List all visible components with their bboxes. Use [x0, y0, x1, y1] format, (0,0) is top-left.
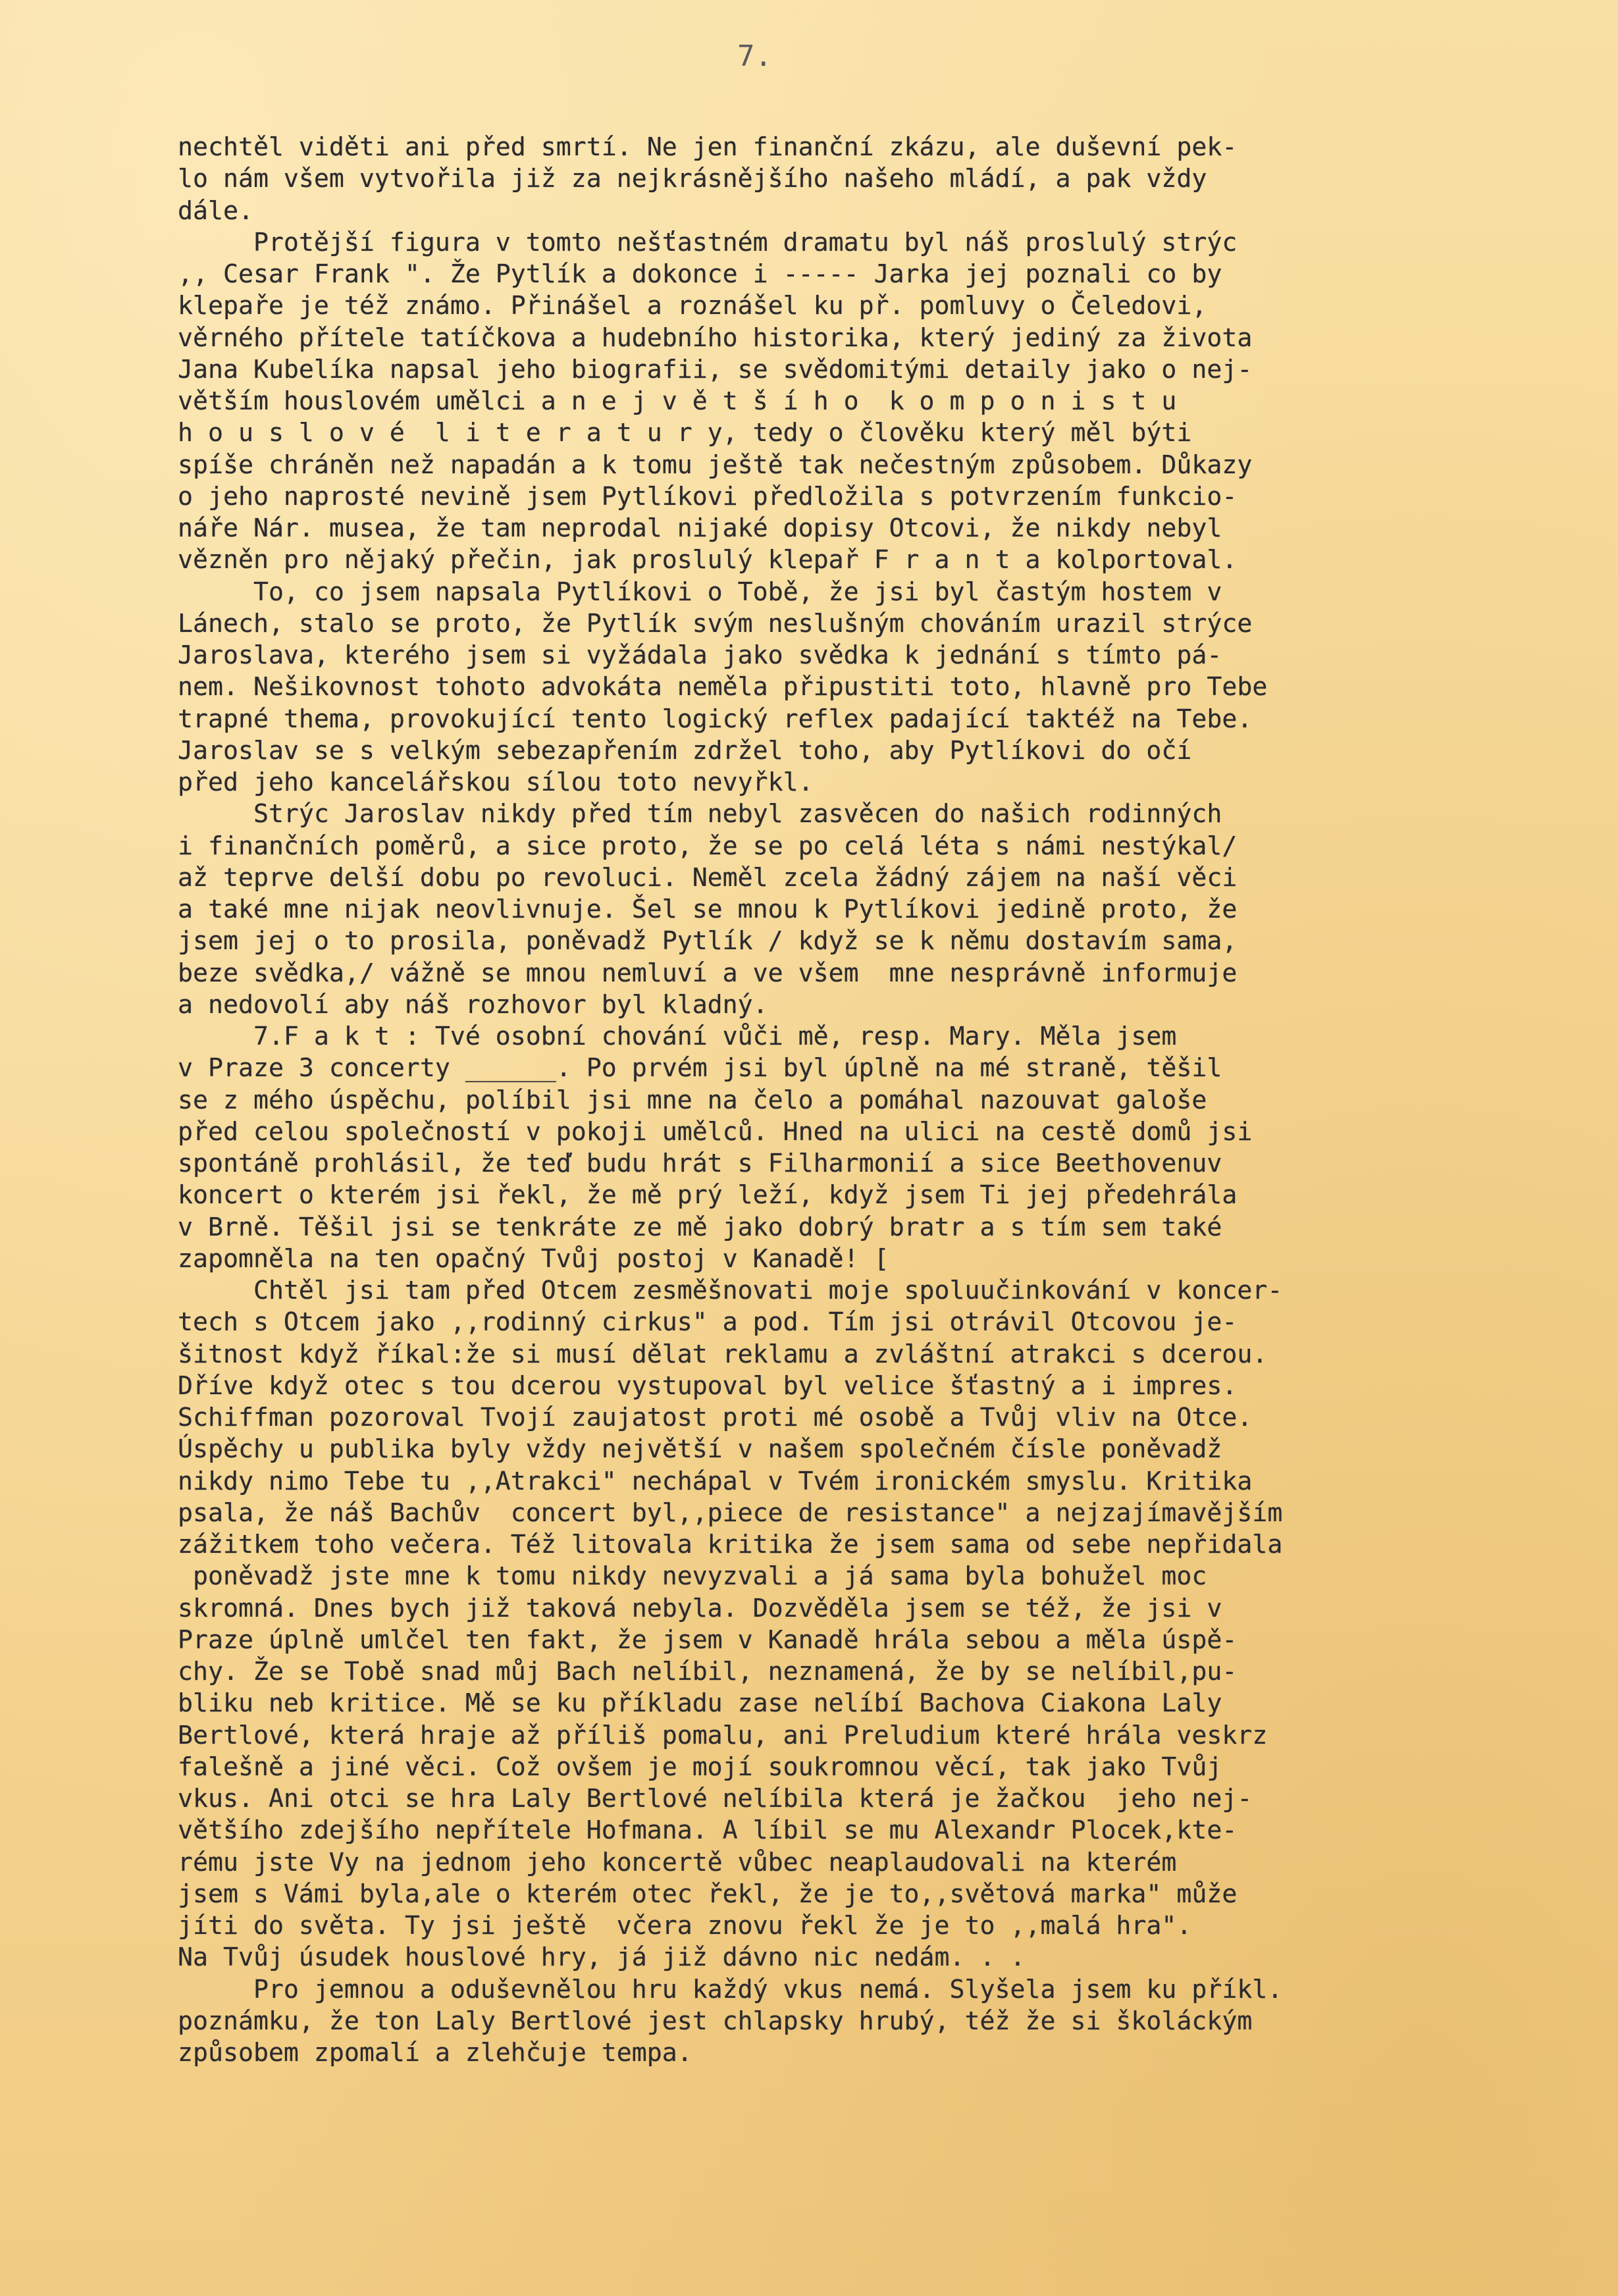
text-line: trapné thema, provokující tento logický reflex padající taktéž na Tebe. [178, 704, 1253, 734]
text-line: Jaroslav se s velkým sebezapřením zdržel toho, aby Pytlíkovi do očí [178, 736, 1192, 766]
text-line: v Brně. Těšil jsi se tenkráte ze mě jako dobrý bratr a s tím sem také [178, 1213, 1222, 1242]
text-line: zapomněla na ten opačný Tvůj postoj v Kanadě! [ [178, 1244, 889, 1274]
text-line: poznámku, že ton Laly Bertlové jest chlapsky hrubý, též že si školáckým [178, 2006, 1253, 2036]
text-line: až teprve delší dobu po revoluci. Neměl zcela žádný zájem na naší věci [178, 863, 1238, 893]
text-line: v Praze 3 concerty ______. Po prvém jsi byl úplně na mé straně, těšil [178, 1054, 1222, 1083]
text-line: Pro jemnou a oduševnělou hru každý vkus nemá. Slyšela jsem ku příkl. [178, 1975, 1283, 2004]
text-line: bliku neb kritice. Mě se ku příkladu zase nelíbí Bachova Ciakona Laly [178, 1689, 1222, 1719]
text-line: Strýc Jaroslav nikdy před tím nebyl zasvěcen do našich rodinných [178, 800, 1222, 829]
text-line: před celou společností v pokoji umělců. Hned na ulici na cestě domů jsi [178, 1117, 1253, 1147]
text-line: falešně a jiné věci. Což ovšem je mojí soukromnou věcí, tak jako Tvůj [178, 1752, 1222, 1782]
text-line: se z mého úspěchu, políbil jsi mne na čelo a pomáhal nazouvat galoše [178, 1085, 1207, 1115]
text-line: koncert o kterém jsi řekl, že mě prý leží, když jsem Ti jej předehrála [178, 1181, 1238, 1211]
text-line: a také mne nijak neovlivnuje. Šel se mnou k Pytlíkovi jedině proto, že [178, 895, 1238, 924]
text-line: To, co jsem napsala Pytlíkovi o Tobě, že jsi byl častým hostem v [178, 577, 1222, 607]
text-line: Dříve když otec s tou dcerou vystupoval byl velice šťastný a i impres. [178, 1371, 1238, 1401]
text-line: Na Tvůj úsudek houslové hry, já již dávno nic nedám. . . [178, 1943, 1026, 1973]
text-line: spontáně prohlásil, že teď budu hrát s Filharmonií a sice Beethovenuv [178, 1149, 1222, 1178]
text-line: spíše chráněn než napadán a k tomu ještě tak nečestným způsobem. Důkazy [178, 450, 1253, 480]
text-line: skromná. Dnes bych již taková nebyla. Dozvěděla jsem se též, že jsi v [178, 1594, 1222, 1623]
text-line: 7.F a k t : Tvé osobní chování vůči mě, resp. Mary. Měla jsem [178, 1022, 1177, 1051]
page-number: 7. [737, 39, 772, 73]
text-line: Chtěl jsi tam před Otcem zesměšnovati moje spoluučinkování v koncer- [178, 1276, 1283, 1305]
text-line: Jana Kubelíka napsal jeho biografii, se svědomitými detaily jako o nej- [178, 355, 1253, 384]
text-line: věrného přítele tatíčkova a hudebního historika, který jediný za života [178, 323, 1253, 353]
text-line: o jeho naprosté nevině jsem Pytlíkovi předložila s potvrzením funkcio- [178, 482, 1238, 511]
text-line: jsem jej o to prosila, poněvadž Pytlík / když se k němu dostavím sama, [178, 927, 1238, 956]
text-line: chy. Že se Tobě snad můj Bach nelíbil, neznamená, že by se nelíbil,pu- [178, 1657, 1238, 1686]
text-line: náře Nár. musea, že tam neprodal nijaké dopisy Otcovi, že nikdy nebyl [178, 514, 1222, 543]
text-line: jsem s Vámi byla,ale o kterém otec řekl, že je to,,světová marka" může [178, 1879, 1238, 1909]
text-line: Úspěchy u publika byly vždy největší v našem společném čísle poněvadž [178, 1435, 1222, 1465]
text-line: Jaroslava, kterého jsem si vyžádala jako svědka k jednání s tímto pá- [178, 641, 1222, 670]
text-line: před jeho kancelářskou sílou toto nevyřkl. [178, 768, 814, 797]
text-line: nem. Nešikovnost tohoto advokáta neměla připustiti toto, hlavně pro Tebe [178, 673, 1268, 702]
text-line: jíti do světa. Ty jsi ještě včera znovu řekl že je to ,,malá hra". [178, 1912, 1192, 1941]
text-line: nechtěl viděti ani před smrtí. Ne jen finanční zkázu, ale duševní pek- [178, 133, 1238, 162]
text-line: většího zdejšího nepřítele Hofmana. A líbil se mu Alexandr Plocek,kte- [178, 1816, 1238, 1846]
text-line: beze svědka,/ vážně se mnou nemluví a ve všem mne nesprávně informuje [178, 958, 1238, 988]
text-line: šitnost když říkal:že si musí dělat reklamu a zvláštní atrakci s dcerou. [178, 1340, 1268, 1369]
text-line: Protější figura v tomto nešťastném dramatu byl náš proslulý strýc [178, 228, 1238, 257]
text-line: vkus. Ani otci se hra Laly Bertlové nelíbila která je žačkou jeho nej- [178, 1785, 1253, 1813]
text-line: Schiffman pozoroval Tvojí zaujatost proti mé osobě a Tvůj vliv na Otce. [178, 1403, 1253, 1432]
text-line: dále. [178, 196, 253, 226]
text-line: ,, Cesar Frank ". Že Pytlík a dokonce i ----- Jarka jej poznali co by [178, 260, 1222, 289]
text-line: lo nám všem vytvořila již za nejkrásnějšího našeho mládí, a pak vždy [178, 165, 1207, 194]
text-line: poněvadž jste mne k tomu nikdy nevyzvali a já sama byla bohužel moc [178, 1562, 1207, 1592]
text-line: způsobem zpomalí a zlehčuje tempa. [178, 2039, 692, 2068]
text-line: rému jste Vy na jednom jeho koncertě vůbec neaplaudovali na kterém [178, 1848, 1177, 1877]
text-line: h o u s l o v é l i t e r a t u r y, tedy o člověku který měl býti [178, 419, 1192, 448]
text-line: zážitkem toho večera. Též litovala kritika že jsem sama od sebe nepřidala [178, 1530, 1283, 1559]
text-line: vězněn pro nějaký přečin, jak proslulý klepař F r a n t a kolportoval. [178, 546, 1238, 575]
text-line: i finančních poměrů, a sice proto, že se po celá léta s námi nestýkal/ [178, 831, 1238, 861]
letter-body [178, 132, 1580, 2069]
text-line: klepaře je též známo. Přinášel a roznášel ku př. pomluvy o Čeledovi, [178, 292, 1207, 321]
text-line: Lánech, stalo se proto, že Pytlík svým neslušným chováním urazil strýce [178, 609, 1253, 639]
text-line: tech s Otcem jako ,,rodinný cirkus" a pod. Tím jsi otrávil Otcovou je- [178, 1308, 1238, 1338]
text-line: Praze úplně umlčel ten fakt, že jsem v Kanadě hrála sebou a měla úspě- [178, 1625, 1238, 1655]
text-line: psala, že náš Bachův concert byl,,piece de resistance" a nejzajímavějším [178, 1498, 1283, 1528]
text-line: nikdy nimo Tebe tu ,,Atrakci" nechápal v Tvém ironickém smyslu. Kritika [178, 1467, 1253, 1496]
text-line: Bertlové, která hraje až příliš pomalu, ani Preludium které hrála veskrz [178, 1721, 1268, 1750]
text-line: a nedovolí aby náš rozhovor byl kladný. [178, 990, 768, 1020]
text-line: větším houslovém umělci a n e j v ě t š í h o k o m p o n i s t u [178, 387, 1177, 416]
